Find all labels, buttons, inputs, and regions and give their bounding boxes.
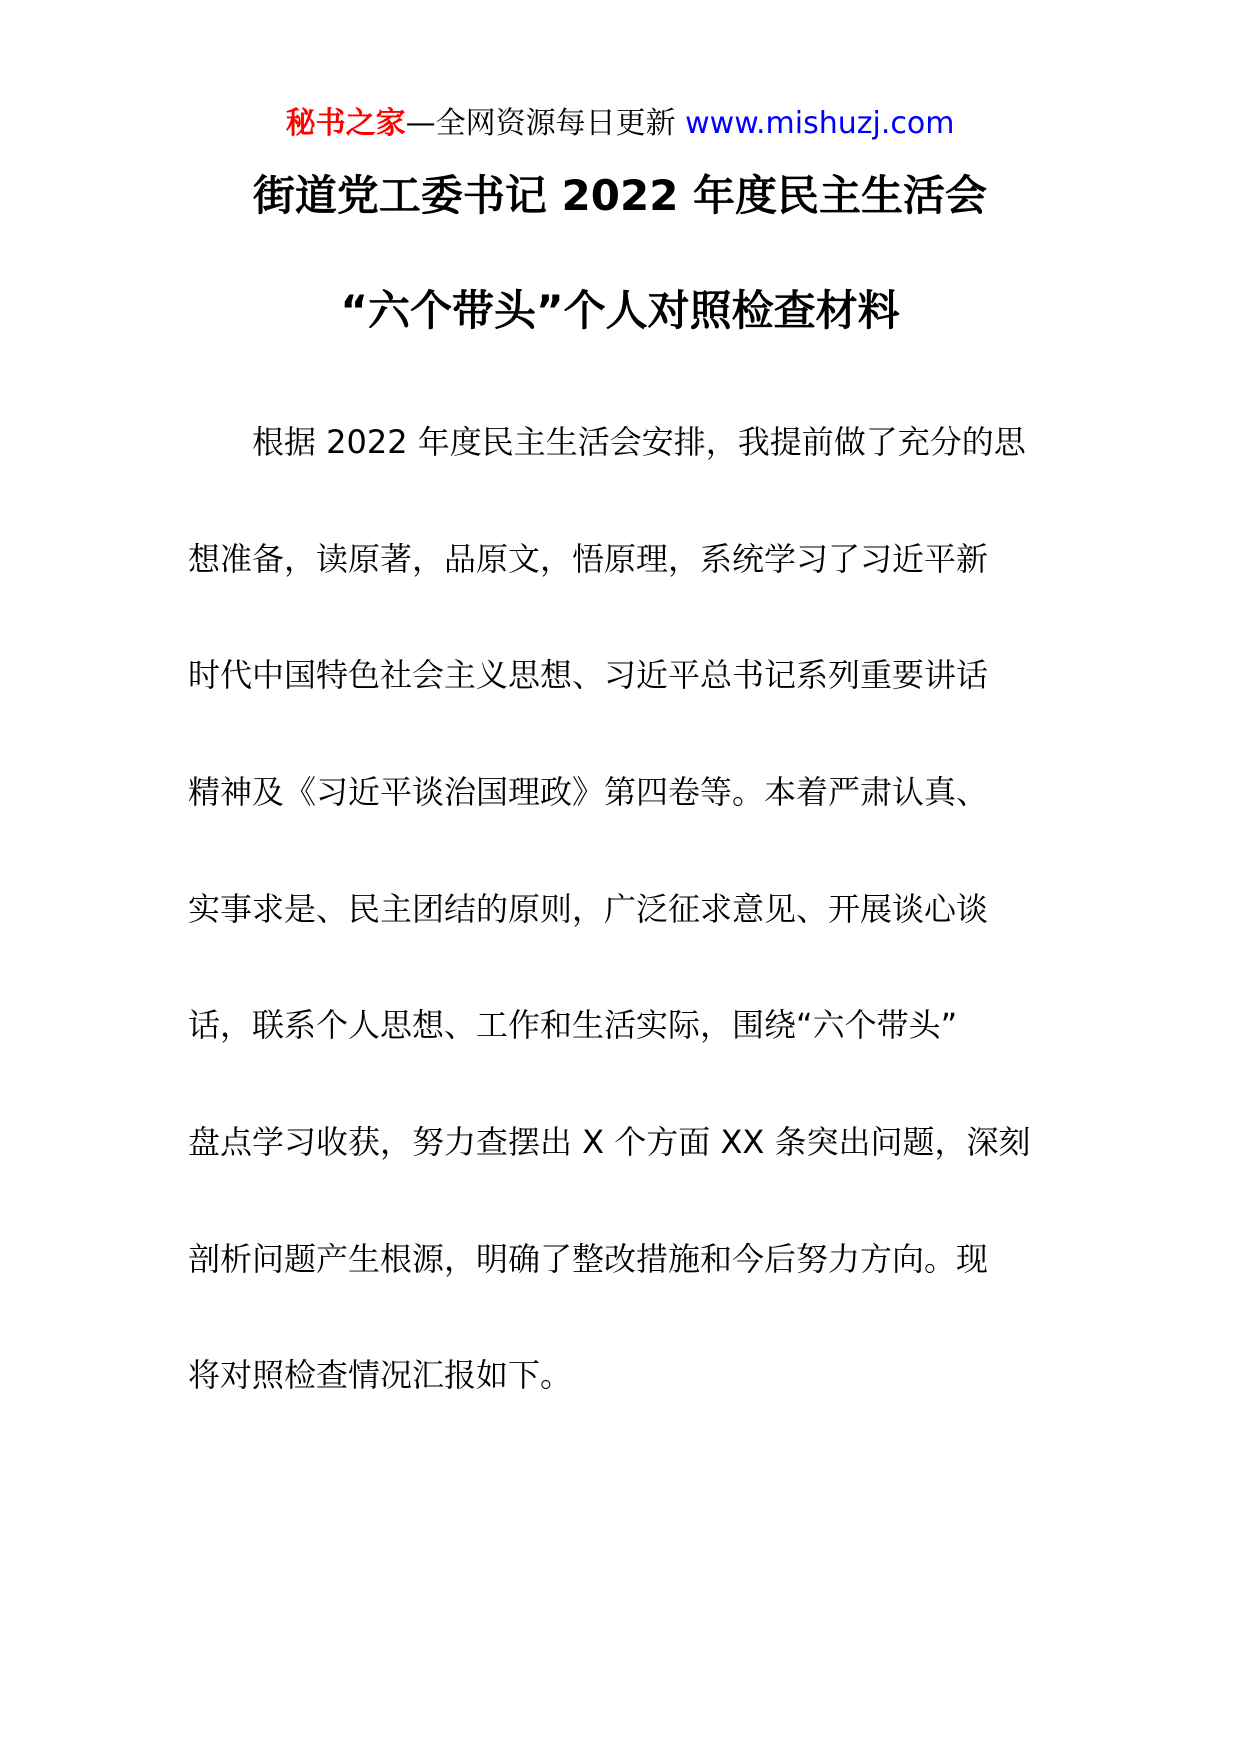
document-title-line-2: “六个带头”个人对照检查材料 xyxy=(340,286,900,335)
site-url-link[interactable]: www.mishuzj.com xyxy=(685,106,955,141)
body-line-7: 盘点学习收获，努力查摆出 X 个方面 XX 条突出问题，深刻 xyxy=(188,1123,1031,1161)
body-line-2: 想准备，读原著，品原文，悟原理，系统学习了习近平新 xyxy=(188,540,989,578)
body-line-3: 时代中国特色社会主义思想、习近平总书记系列重要讲话 xyxy=(188,656,989,694)
body-line-5: 实事求是、民主团结的原则，广泛征求意见、开展谈心谈 xyxy=(188,890,989,928)
site-header xyxy=(0,104,1240,144)
body-line-1: 根据 2022 年度民主生活会安排，我提前做了充分的思 xyxy=(252,423,1026,461)
body-line-9: 将对照检查情况汇报如下。 xyxy=(188,1356,573,1394)
site-tagline: —全网资源每日更新 xyxy=(405,106,676,141)
body-line-6: 话，联系个人思想、工作和生活实际，围绕“六个带头” xyxy=(188,1006,958,1044)
document-title-line-1: 街道党工委书记 2022 年度民主生活会 xyxy=(252,171,988,220)
body-line-8: 剖析问题产生根源，明确了整改措施和今后努力方向。现 xyxy=(188,1240,989,1278)
site-brand: 秘书之家 xyxy=(285,106,406,141)
body-line-4: 精神及《习近平谈治国理政》第四卷等。本着严肃认真、 xyxy=(188,773,989,811)
